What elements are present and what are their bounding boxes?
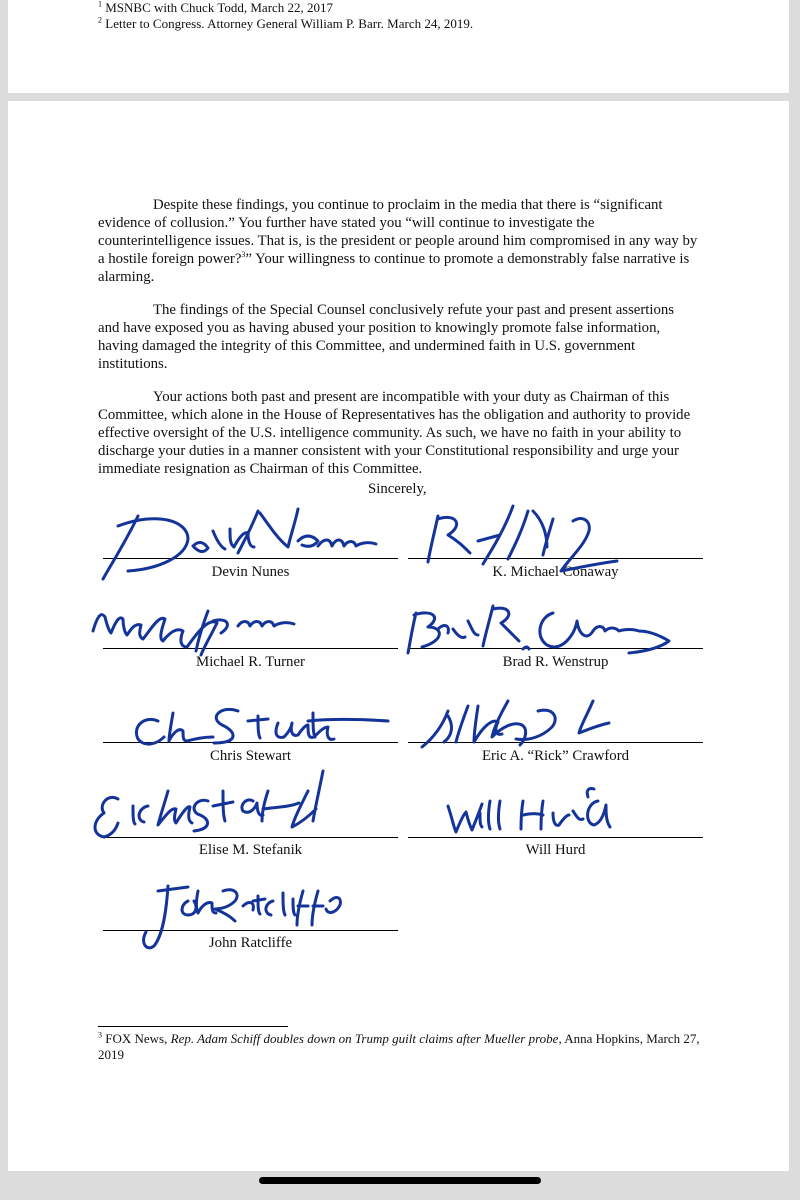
- signature-will-hurd: [448, 788, 610, 832]
- footnote-1: $^1$ MSNBC with Chuck Todd, March 22, 2017: [98, 0, 334, 15]
- signature-line: [408, 742, 703, 743]
- signature-line: [103, 930, 398, 931]
- signature-line: [103, 558, 398, 559]
- signature-line: [408, 837, 703, 838]
- signatory-name: Brad R. Wenstrup: [502, 654, 609, 670]
- signature-line: [408, 648, 703, 649]
- signatory-name: John Ratcliffe: [208, 935, 293, 951]
- previous-page-bottom: [8, 0, 789, 93]
- letter-body: [98, 196, 698, 493]
- signature-chris-stewart: [136, 709, 388, 744]
- footnote-3: $^3$ FOX News, Rep. Adam Schiff doubles down on Trump guilt claims after Mueller probe, Anna Hopkins, March 27, 2019: [98, 1030, 700, 1062]
- footnote-2: $^2$ Letter to Congress. Attorney General William P. Barr. March 24, 2019.: [98, 15, 474, 31]
- signature-line: [408, 558, 703, 559]
- signatory-name: Elise M. Stefanik: [198, 842, 303, 858]
- footnote-rule: [98, 1026, 288, 1027]
- signature-line: [103, 648, 398, 649]
- closing: Sincerely,: [368, 481, 427, 497]
- signature-eric-crawford: [422, 701, 609, 747]
- signature-line: [103, 742, 398, 743]
- signatory-name: Will Hurd: [525, 842, 586, 858]
- paragraph-1: Despite these findings, you continue to proclaim in the media that there is “significant evidence of collusion.” You further have stated you “will continue to investigate the counterintelligence issues. That is, is the president or people around him compromised in any way by a hostile foreign power?$^3$” Your willingness to continue to promote a demonstrably false narrative is alarming.: [98, 197, 698, 285]
- signatory-name: Chris Stewart: [210, 748, 291, 764]
- signatory-name: Devin Nunes: [211, 564, 290, 580]
- letter-page: [8, 101, 789, 1171]
- signature-elise-stefanik: [95, 771, 323, 837]
- paragraph-3: Your actions both past and present are incompatible with your duty as Chairman of this Committee, which alone in the House of Representatives has the obligation and authority to provide effective oversight of the U.S. intelligence community. As such, we have no faith in your ability to discharge your duties in a manner consistent with your Constitutional responsibility and urge your immediate resignation as Chairman of this Committee.: [98, 389, 691, 477]
- signatory-name: K. Michael Conaway: [492, 564, 619, 580]
- signatory-name: Eric A. “Rick” Crawford: [481, 748, 630, 764]
- signature-brad-wenstrup: [408, 606, 669, 653]
- signature-line: [103, 837, 398, 838]
- signatory-name: Michael R. Turner: [196, 654, 305, 670]
- paragraph-2: The findings of the Special Counsel conclusively refute your past and present assertions and have exposed you as having abused your position to knowingly promote false information, having damaged the integrity of this Committee, and undermined faith in U.S. government institutions.: [98, 302, 675, 372]
- signature-k-michael-conaway: [428, 506, 617, 571]
- home-indicator[interactable]: [259, 1177, 541, 1184]
